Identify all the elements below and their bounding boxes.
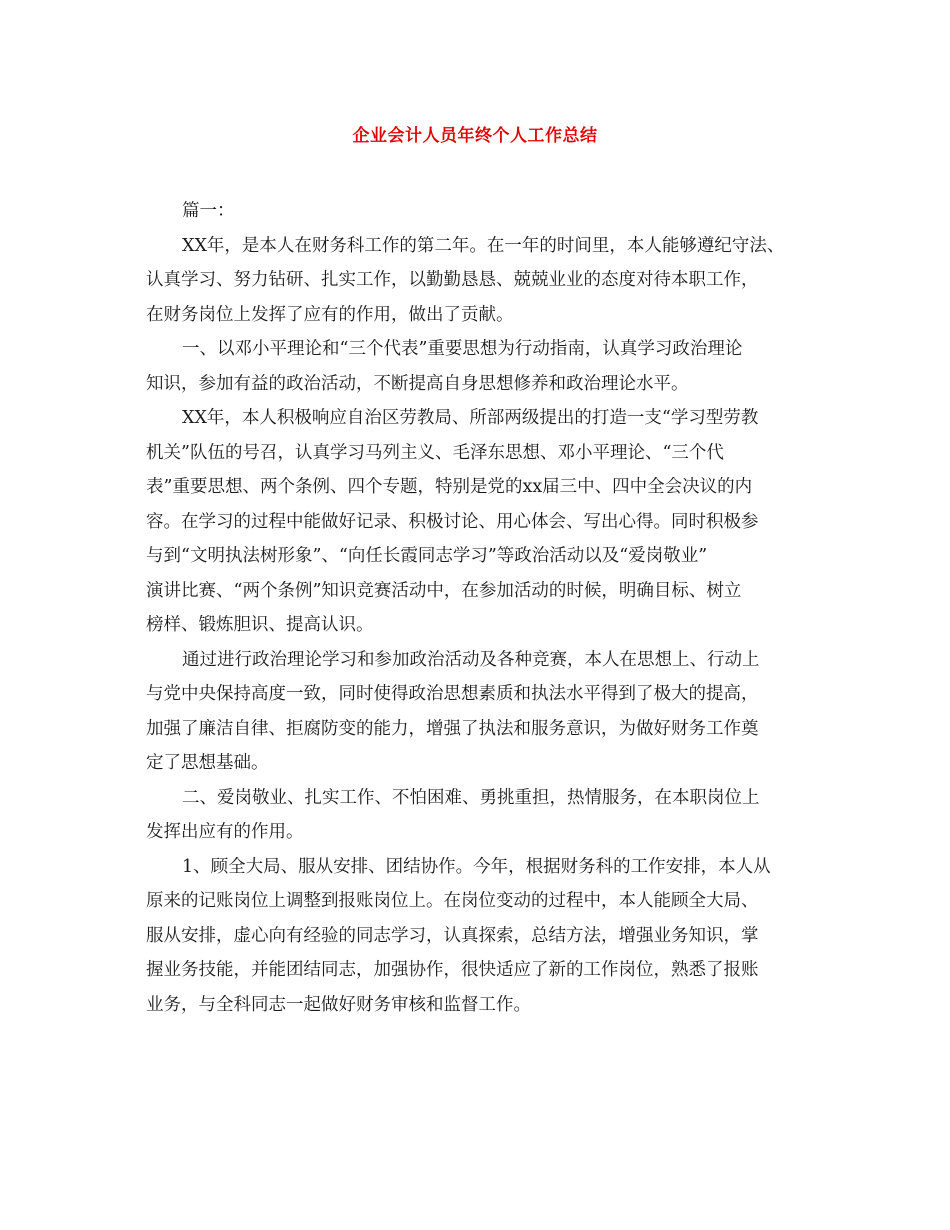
text-line: 表”重要思想、两个条例、四个专题，特别是党的xx届三中、四中全会决议的内 [146,477,753,497]
paragraph-heading-one [146,332,810,401]
text-line: XX年，是本人在财务科工作的第二年。在一年的时间里，本人能够遵纪守法、 [182,235,785,256]
text-line: 原来的记账岗位上调整到报账岗位上。在岗位变动的过程中，本人能顾全大局、 [146,891,759,911]
paragraph-heading-two [146,781,810,850]
text-line: 与到“文明执法树形象”、“向任长霞同志学习”等政治活动以及“爱岗敬业” [146,546,708,566]
document-title: 企业会计人员年终个人工作总结 [352,126,598,146]
text-line: 加强了廉洁自律、拒腐防变的能力，增强了执法和服务意识，为做好财务工作奠 [146,718,759,739]
text-line: 容。在学习的过程中能做好记录、积极讨论、用心体会、写出心得。同时积极参 [146,511,759,532]
text-line: 二、爱岗敬业、扎实工作、不怕困难、勇挑重担，热情服务，在本职岗位上 [182,787,760,808]
document-body [146,194,810,1022]
text-line: 篇一： [182,201,235,221]
text-line: 发挥出应有的作用。 [146,822,304,842]
text-line: 演讲比赛、“两个条例”知识竞赛活动中，在参加活动的时候，明确目标、树立 [146,580,742,601]
text-line: 在财务岗位上发挥了应有的作用，做出了贡献。 [146,304,514,325]
text-line: 认真学习、努力钻研、扎实工作，以勤勤恳恳、兢兢业业的态度对待本职工作， [146,270,759,290]
text-line: 与党中央保持高度一致，同时使得政治思想素质和执法水平得到了极大的提高， [146,684,759,704]
paragraph-intro [146,229,810,333]
text-line: 业务，与全科同志一起做好财务审核和监督工作。 [146,994,531,1015]
text-line: 1、顾全大局、服从安排、团结协作。今年，根据财务科的工作安排，本人从 [182,856,771,877]
text-line: 定了思想基础。 [146,753,269,773]
paragraph-study [146,401,810,643]
text-line: 握业务技能，并能团结同志，加强协作，很快适应了新的工作岗位，熟悉了报账 [146,960,759,980]
text-line: 榜样、锻炼胆识、提高认识。 [146,615,374,635]
text-line: 知识，参加有益的政治活动，不断提高自身思想修养和政治理论水平。 [146,373,689,394]
text-line: XX年，本人积极响应自治区劳教局、所部两级提出的打造一支“学习型劳教 [182,408,759,428]
text-line: 一、以邓小平理论和“三个代表”重要思想为行动指南，认真学习政治理论 [182,339,743,359]
text-line: 通过进行政治理论学习和参加政治活动及各种竞赛，本人在思想上、行动上 [182,649,760,670]
text-line: 服从安排，虚心向有经验的同志学习，认真探索，总结方法，增强业务知识，掌 [146,925,759,946]
paragraph-section-label [146,194,810,229]
paragraph-results [146,643,810,781]
text-line: 机关”队伍的号召，认真学习马列主义、毛泽东思想、邓小平理论、“三个代 [146,442,724,463]
paragraph-item-one [146,850,810,1023]
